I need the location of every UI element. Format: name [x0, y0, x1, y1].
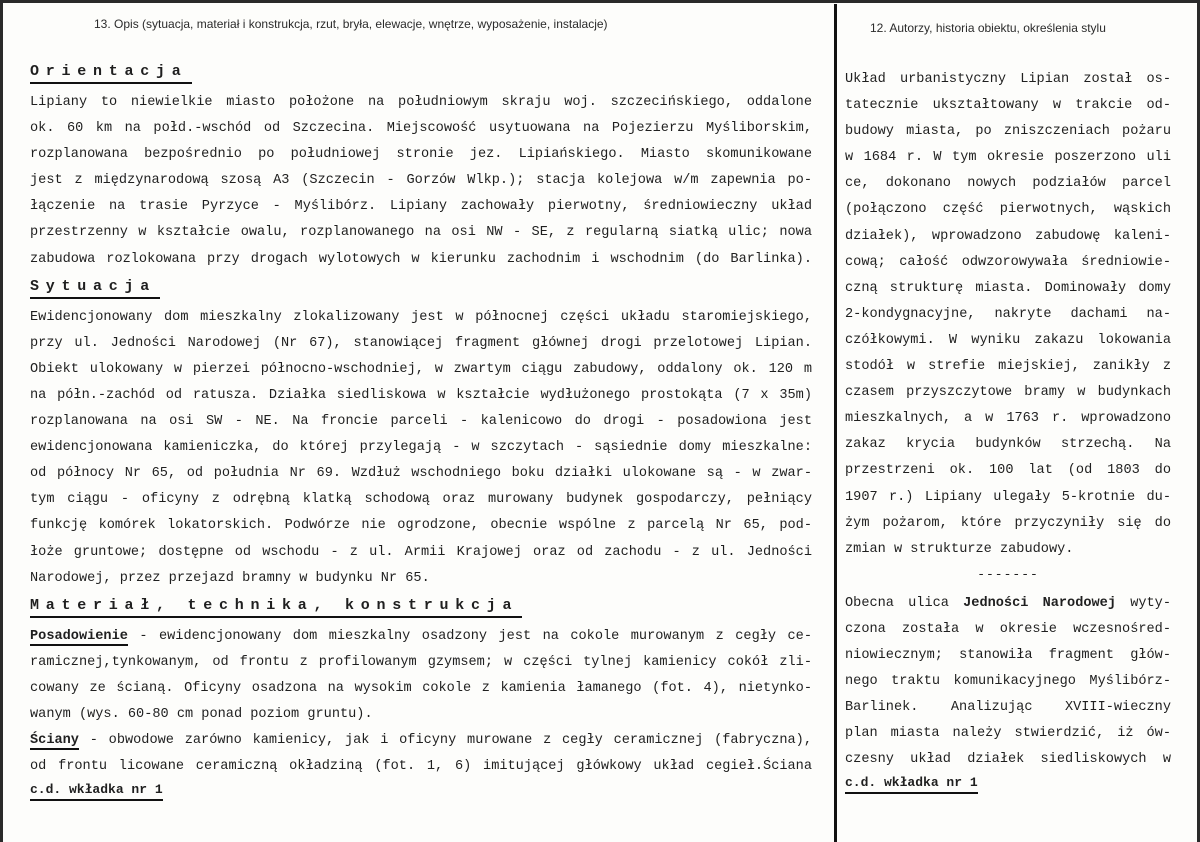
- column-divider: [834, 4, 837, 842]
- paragraph-sciany: [30, 728, 812, 780]
- text-line: (połączono część pierwotnych, wąskich: [845, 202, 1171, 218]
- heading-orientacja: Orientacja: [30, 62, 192, 84]
- text-line: czółkowymi. W wyniku zakazu lokowania: [845, 332, 1171, 348]
- term-sciany: Ściany: [30, 733, 79, 749]
- text-line: tym ciągu - oficyny z odrębną klatką schodową oraz murowany budynek gospodarczy, pełniący: [30, 492, 812, 508]
- paragraph-sytuacja: [30, 305, 812, 592]
- text-line: łoże gruntowe; dostępne od wschodu - z ul. Armii Krajowej oraz od zachodu - z ul. Jedności: [30, 544, 812, 560]
- text-line: przestrzenny w kształcie owalu, rozplanowanego na osi NW - SE, z regularną siatką ulic; nowa: [30, 225, 812, 241]
- description-column: [30, 58, 812, 801]
- text-line: zabudowa rozlokowana przy drogach wylotowych w kierunku zachodnim i wschodnim (do Barlinka).: [30, 251, 812, 267]
- text-fragment: - obwodowe zarówno kamienicy, jak i oficyny murowane z cegły ceramicznej (fabryczna),: [78, 733, 812, 749]
- street-name: Jedności Narodowej: [963, 595, 1116, 611]
- text-line: ramicznej,tynkowanym, od frontu z profilowanym gzymsem; w części tylnej kamienicy cokół zli-: [30, 654, 812, 670]
- text-line: czną strukturę miasta. Dominowały domy: [845, 280, 1171, 296]
- text-line: na półn.-zachód od ratusza. Działka siedliskowa w kształcie wydłużonego prostokąta (7 x 35m): [30, 387, 812, 403]
- continuation-note-right: c.d. wkładka nr 1: [845, 774, 978, 794]
- text-fragment: - ewidencjonowany dom mieszkalny osadzony jest na cokole murowanym z cegły ce-: [127, 628, 812, 644]
- text-line: jest z międzynarodową szosą A3 (Szczecin - Gorzów Wlkp.); stacja kolejowa w/m zapewnia po-: [30, 173, 812, 189]
- text-line: plan miasta należy stwierdzić, iż ów-: [845, 726, 1171, 742]
- text-line: od frontu licowane ceramiczną okładziną (fot. 1, 6) imitującej główkowy układ cegieł.Ściana: [30, 759, 812, 775]
- paragraph-history: [845, 67, 1171, 563]
- text-line: czesny układ działek siedliskowych w: [845, 752, 1171, 768]
- text-line: cowany ze ścianą. Oficyny osadzona na wysokim cokole z kamienia łamanego (fot. 4), nietynko-: [30, 680, 812, 696]
- paragraph-street: [845, 591, 1171, 774]
- text-line: Ewidencjonowany dom mieszkalny zlokalizowany jest w północnej części układu staromiejskiego,: [30, 309, 812, 325]
- text-line: cową; całość odwzorowywała średniowie-: [845, 254, 1171, 270]
- text-line: łączenie na trasie Pyrzyce - Myślibórz. Lipiany zachowały pierwotny, średniowieczny układ: [30, 199, 812, 215]
- text-line: Narodowej, przez przejazd bramny w budynku Nr 65.: [30, 570, 430, 586]
- text-line: ewidencjonowana kamieniczka, do której przylegają - w szczytach - sąsiednie domy mieszkalne:: [30, 440, 812, 456]
- text-line: czasem przyszczytowe bramy w budynkach: [845, 385, 1171, 401]
- section-13-header: 13. Opis (sytuacja, materiał i konstrukcja, rzut, bryła, elewacje, wnętrze, wyposażenie, instalacje): [94, 17, 608, 31]
- text-line: nego traktu komunikacyjnego Myślibórz-: [845, 674, 1171, 690]
- text-line: zmian w strukturze zabudowy.: [845, 541, 1074, 557]
- text-line: żym pożarom, które przyczyniły się do: [845, 515, 1171, 531]
- term-posadowienie: Posadowienie: [30, 628, 128, 644]
- text-line: 1907 r.) Lipiany ulegały 5-krotnie du-: [845, 489, 1171, 505]
- text-line: rozplanowana bezpośrednio po południowej stronie jez. Lipiańskiego. Miasto skomunikowane: [30, 147, 812, 163]
- text-line: funkcję komórek lokatorskich. Podwórze nie ogrodzone, obecnie wspólne z parcelą Nr 65, pod-: [30, 518, 812, 534]
- text-line: Barlinek. Analizując XVIII-wieczny: [845, 700, 1171, 716]
- paragraph-posadowienie: [30, 624, 812, 728]
- text-line: w 1684 r. W tym okresie poszerzono uli: [845, 150, 1171, 166]
- text-line: ce, dokonano nowych podziałów parcel: [845, 176, 1171, 192]
- paragraph-orientacja: [30, 90, 812, 273]
- text-line: mieszkalnych, a w 1763 r. wprowadzono: [845, 411, 1171, 427]
- heading-material: Materiał, technika, konstrukcja: [30, 596, 522, 618]
- text-fragment: wyty-: [1116, 595, 1171, 611]
- text-line: Układ urbanistyczny Lipian został os-: [845, 72, 1171, 87]
- separator: -------: [977, 566, 1039, 582]
- page-border-left: [0, 0, 3, 842]
- text-line: Obiekt ulokowany w pierzei północno-wschodniej, w zwartym ciągu zabudowy, oddalony ok. 120 m: [30, 361, 812, 377]
- text-line: zakaz krycia budynków strzechą. Na: [845, 437, 1171, 453]
- text-line: 2-kondygnacyjne, nakryte dachami na-: [845, 306, 1171, 322]
- text-line: [845, 591, 1171, 617]
- text-line: czona została w okresie wczesnośred-: [845, 621, 1171, 637]
- text-line: Lipiany to niewielkie miasto położone na południowym skraju woj. szczecińskiego, oddalone: [30, 95, 812, 110]
- text-fragment: Obecna ulica: [845, 595, 964, 611]
- page-border-top: [0, 0, 1200, 3]
- heading-sytuacja: Sytuacja: [30, 277, 160, 299]
- text-line: od północy Nr 65, od południa Nr 69. Wzdłuż wschodniego boku działki ulokowane są - w zwar-: [30, 466, 812, 482]
- text-line: niowiecznym; stanowiła fragment głów-: [845, 647, 1171, 663]
- text-line: [30, 624, 812, 650]
- text-line: [30, 728, 812, 754]
- text-line: stodół w strefie miejskiej, zanikły z: [845, 359, 1171, 375]
- text-line: działek), wprowadzono zabudowę kaleni-: [845, 228, 1171, 244]
- continuation-note-left: c.d. wkładka nr 1: [30, 781, 163, 801]
- history-column: [845, 67, 1171, 794]
- section-12-header: 12. Autorzy, historia obiektu, określenia stylu: [870, 21, 1106, 35]
- text-line: ok. 60 km na połd.-wschód od Szczecina. Miejscowość usytuowana na Pojezierzu Myśliborskim,: [30, 121, 812, 137]
- text-line: wanym (wys. 60-80 cm ponad poziom gruntu).: [30, 706, 373, 722]
- text-line: budowy miasta, po zniszczeniach pożaru: [845, 124, 1171, 140]
- text-line: przestrzeni ok. 100 lat (od 1803 do: [845, 463, 1171, 479]
- text-line: rozplanowana na osi SW - NE. Na froncie parceli - kalenicowo do drogi - posadowiona jest: [30, 414, 812, 430]
- text-line: przy ul. Jedności Narodowej (Nr 67), stanowiącej fragment głównej drogi przelotowej Lipian.: [30, 335, 812, 351]
- text-line: tatecznie ukształtowany w trakcie od-: [845, 98, 1171, 114]
